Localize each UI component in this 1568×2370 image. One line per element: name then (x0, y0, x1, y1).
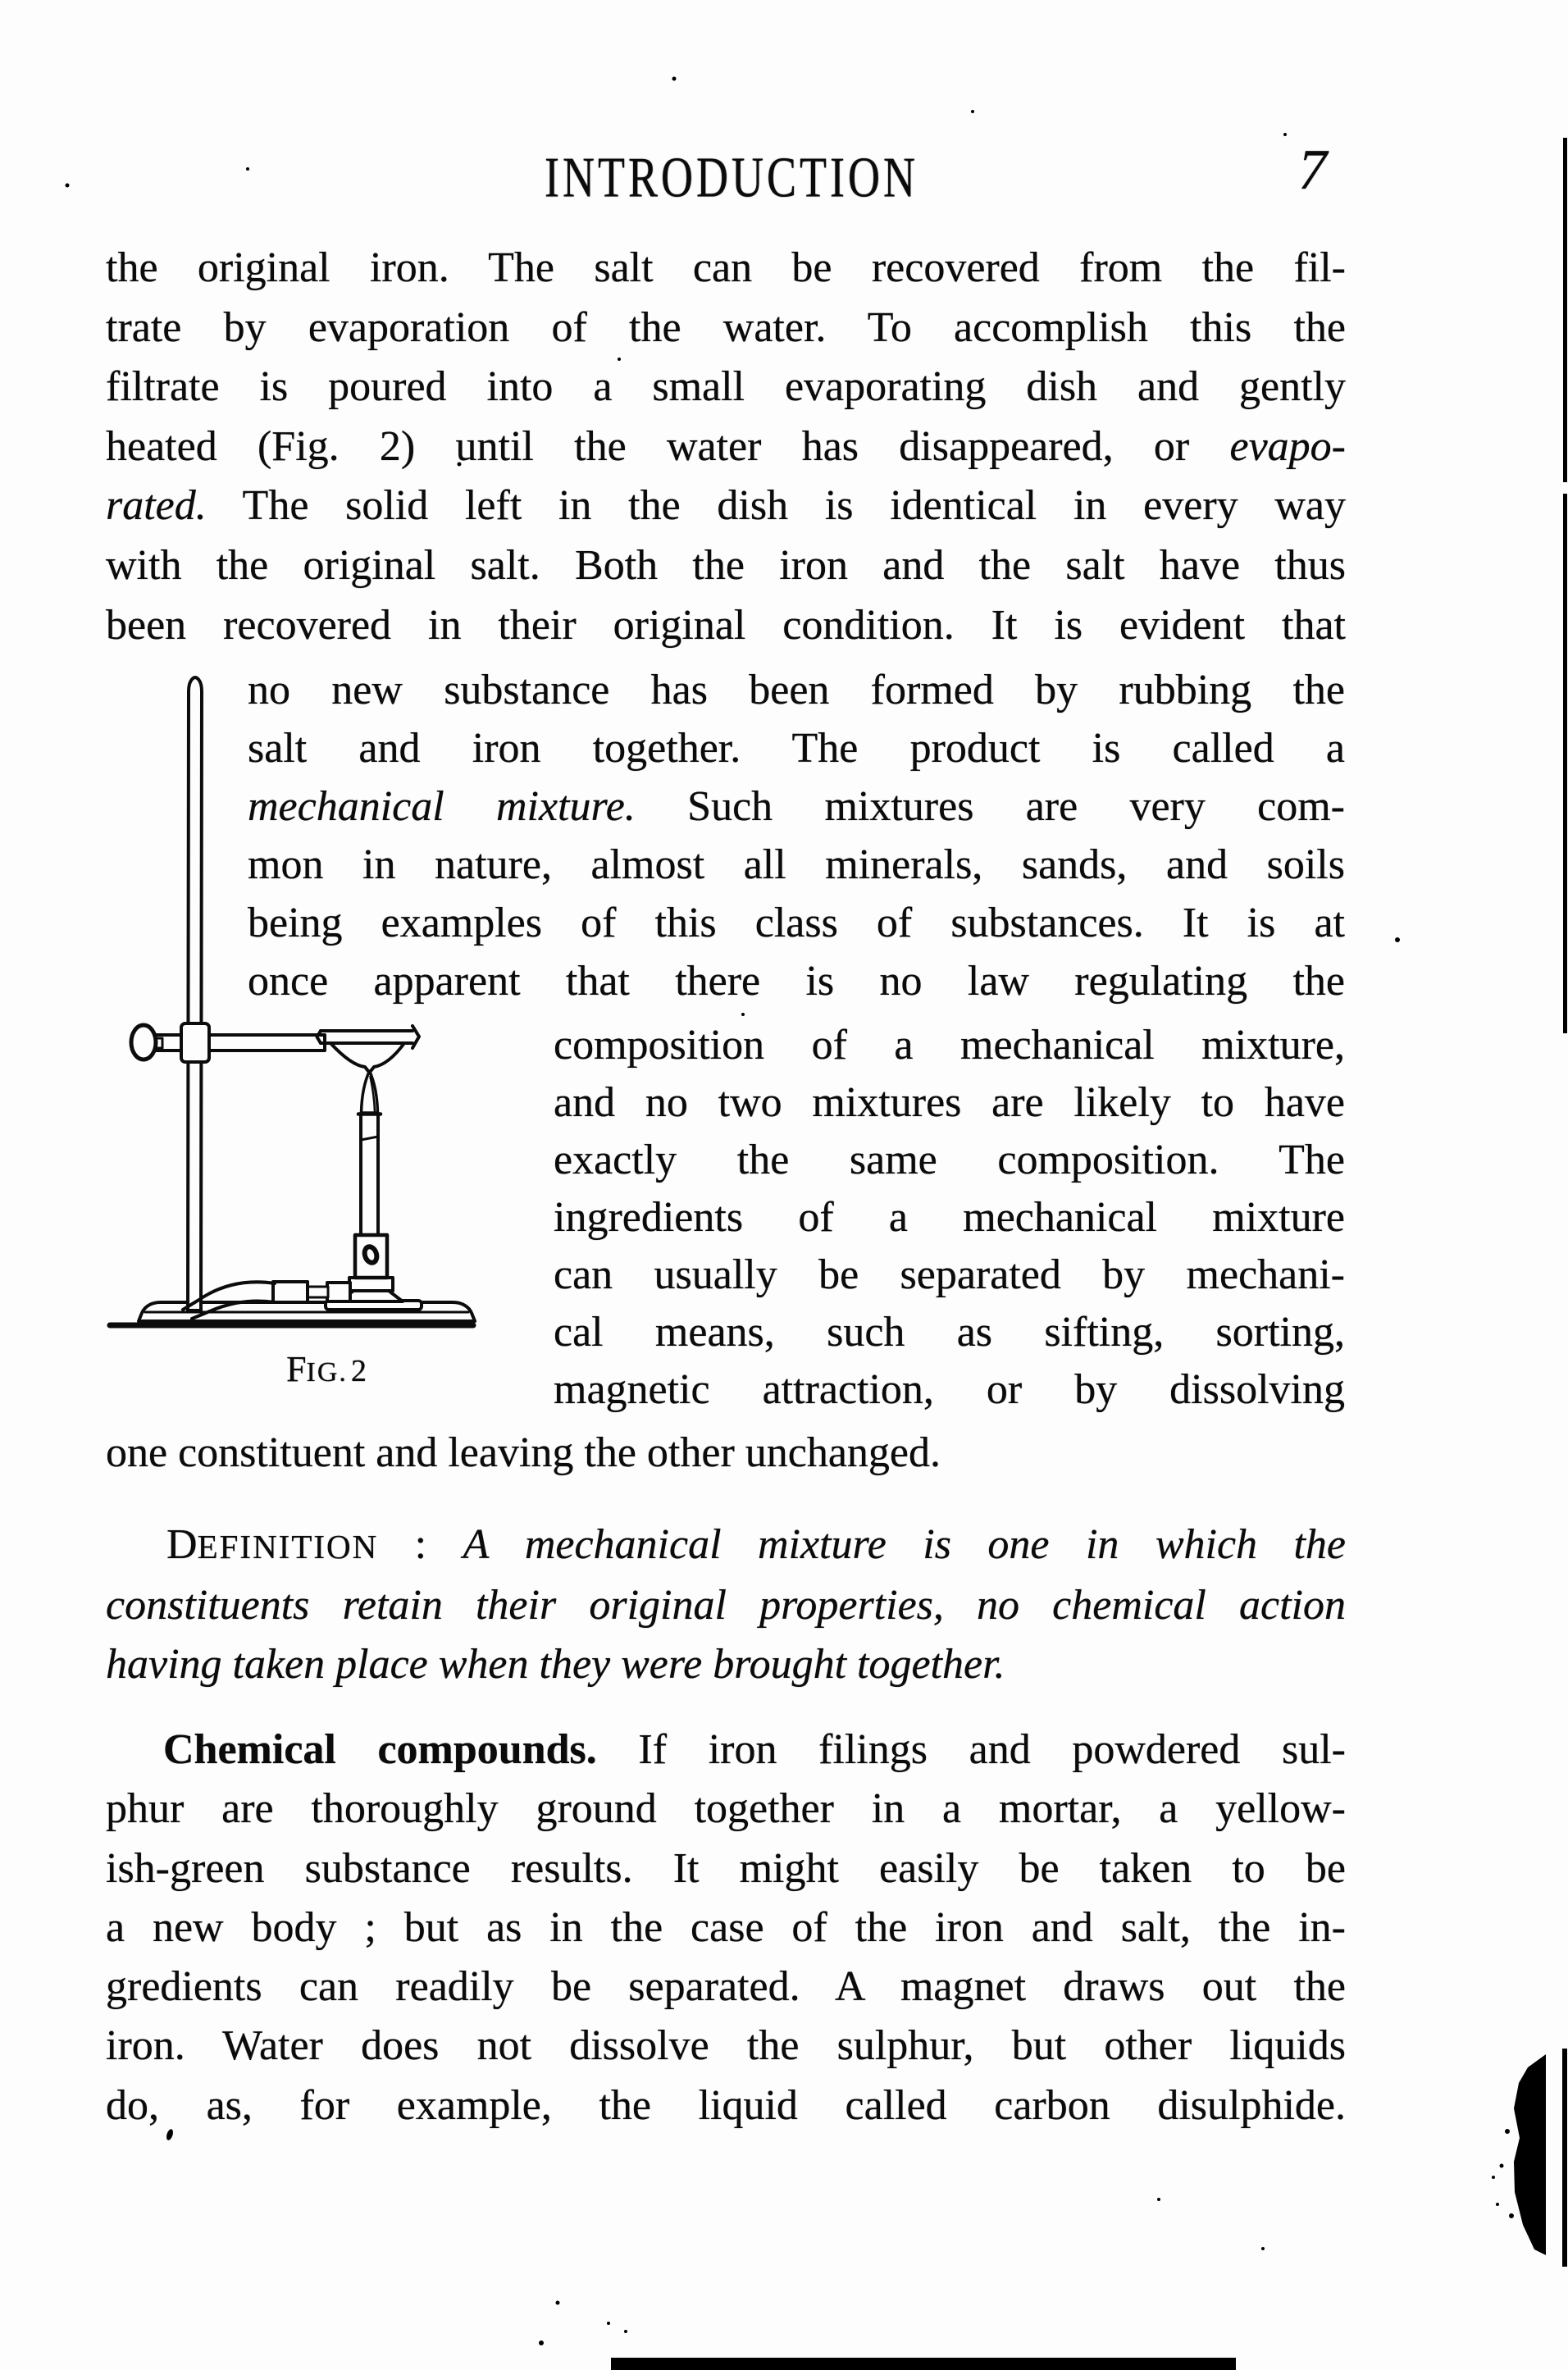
definition-label-cap: D (166, 1521, 198, 1568)
text-line (106, 1576, 1346, 1635)
text-segment: the original iron. The salt can be recovered from the fil- (106, 244, 1346, 291)
text-line (248, 777, 1345, 836)
paragraph-wrap-around-figure-lower (554, 1017, 1345, 1419)
text-segment: cal means, such as sifting, sorting, (554, 1309, 1345, 1356)
text-line (106, 1780, 1346, 1839)
text-line (106, 1424, 1346, 1483)
text-segment: If iron filings and powdered sul- (596, 1726, 1347, 1773)
definition-label-smallcaps: EFINITION (197, 1528, 379, 1566)
text-line (106, 2076, 1346, 2135)
text-line (248, 661, 1345, 719)
text-segment: magnetic attraction, or by dissolving (554, 1366, 1345, 1413)
paragraph-chemical-compounds (106, 1721, 1346, 2135)
text-line (106, 299, 1346, 358)
text-segment: The solid left in the dish is identical in every way (206, 482, 1346, 530)
text-segment: a new body ; but as in the case of the iron and salt, the in- (106, 1903, 1346, 1951)
text-segment-italic: constituents retain their original properties, no chemical action (106, 1582, 1346, 1629)
text-line (106, 358, 1346, 417)
caption-number: 2 (350, 1354, 367, 1388)
text-segment: phur are thoroughly ground together in a mortar, a yellow- (106, 1785, 1346, 1833)
text-line (106, 1721, 1346, 1780)
text-line (106, 2017, 1346, 2076)
text-segment: ish-green substance results. It might easily be taken to be (106, 1844, 1346, 1892)
paragraph-definition (106, 1515, 1346, 1694)
text-line (106, 1958, 1346, 2017)
text-line (106, 1635, 1346, 1694)
text-segment: Such mixtures are very com- (635, 783, 1345, 830)
text-line (106, 536, 1346, 596)
caption-initial: F (286, 1349, 307, 1389)
text-segment: ingredients of a mechanical mixture (554, 1194, 1345, 1241)
text-line (554, 1017, 1345, 1074)
text-line (554, 1361, 1345, 1419)
text-line (106, 1839, 1346, 1898)
text-segment: salt and iron together. The product is called a (248, 725, 1345, 772)
caption-smallcaps: IG. (306, 1357, 348, 1388)
text-segment-italic: having taken place when they were brought together. (106, 1641, 1005, 1688)
text-segment: no new substance has been formed by rubbing the (248, 667, 1345, 713)
paragraph-mechanical-mixture (106, 239, 1346, 655)
text-segment: iron. Water does not dissolve the sulphur, but other liquids (106, 2022, 1346, 2070)
text-line (248, 894, 1345, 952)
text-segment: filtrate is poured into a small evaporating dish and gently (106, 363, 1346, 411)
text-line (554, 1304, 1345, 1361)
text-segment-italic: mechanical mixture. (248, 783, 636, 830)
text-line (554, 1189, 1345, 1247)
chem-lead-bold: Chemical compounds. (163, 1726, 597, 1773)
text-segment: : (378, 1521, 463, 1568)
page-number: 7 (1298, 139, 1327, 202)
text-segment: one constituent and leaving the other unchanged. (106, 1429, 941, 1476)
text-segment: gredients can readily be separated. A magnet draws out the (106, 1963, 1346, 2011)
text-segment: been recovered in their original condition. It is evident that (106, 601, 1346, 649)
page-title: INTRODUCTION (545, 145, 918, 210)
text-line (106, 1515, 1346, 1576)
text-segment: and no two mixtures are likely to have (554, 1079, 1345, 1126)
text-line (554, 1247, 1345, 1304)
text-line (248, 952, 1345, 1010)
text-segment: being examples of this class of substances. It is at (248, 900, 1345, 946)
text-segment: heated (Fig. 2) until the water has disappeared, or (106, 422, 1230, 470)
text-segment-italic: rated. (106, 482, 207, 530)
text-segment: with the original salt. Both the iron and the salt have thus (106, 541, 1346, 589)
text-line (106, 1898, 1346, 1958)
text-segment-italic: evapo- (1229, 422, 1346, 470)
text-segment: exactly the same composition. The (554, 1137, 1345, 1183)
text-segment: do, as, for example, the liquid called carbon disulphide. (106, 2081, 1346, 2129)
text-line (106, 239, 1346, 299)
text-line (248, 836, 1345, 894)
text-line (248, 719, 1345, 777)
text-segment: once apparent that there is no law regulating the (248, 958, 1345, 1005)
text-segment-italic: A mechanical mixture is one in which the (463, 1521, 1347, 1568)
text-line (106, 417, 1346, 477)
text-segment: mon in nature, almost all minerals, sands, and soils (248, 841, 1345, 888)
text-segment: can usually be separated by mechani- (554, 1251, 1345, 1298)
text-line (106, 596, 1346, 656)
paragraph-closing-line (106, 1424, 1346, 1483)
paragraph-wrap-around-figure-upper (248, 661, 1345, 1010)
text-segment: trate by evaporation of the water. To accomplish this the (106, 303, 1346, 351)
text-line (554, 1132, 1345, 1189)
text-segment: composition of a mechanical mixture, (554, 1022, 1345, 1069)
text-line (554, 1074, 1345, 1132)
figure-caption (264, 1348, 389, 1390)
text-line (106, 476, 1346, 536)
